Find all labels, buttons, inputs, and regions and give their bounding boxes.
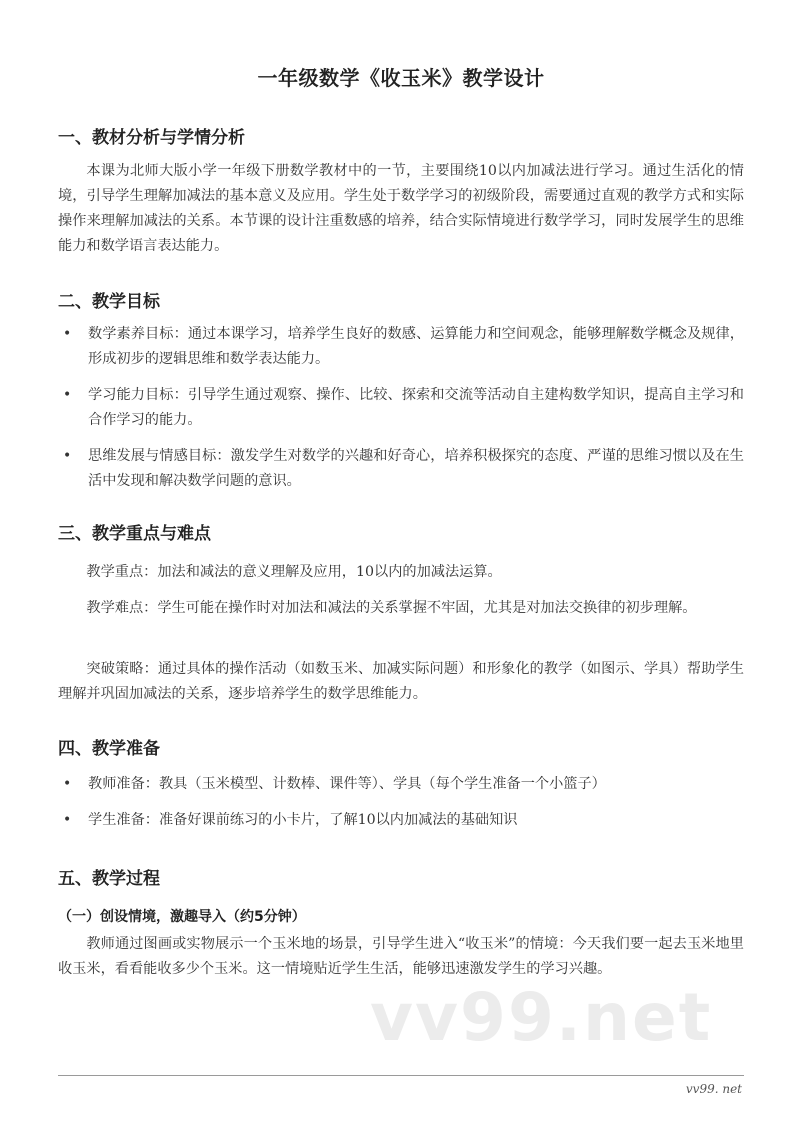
intro-paragraph: 教师通过图画或实物展示一个玉米地的场景，引导学生进入“收玉米”的情境：今天我们要一起去玉米地里收玉米，看看能收多少个玉米。这一情境贴近学生生活，能够迅速激发学生的学习兴趣。 — [58, 936, 744, 977]
list-item: • 思维发展与情感目标：激发学生对数学的兴趣和好奇心，培养积极探究的态度、严谨的思维习惯以及在生活中发现和解决数学问题的意识。 — [58, 444, 744, 494]
section-heading-5: 五、教学过程 — [58, 869, 160, 889]
footer-site-label: vv99. net — [685, 1082, 742, 1096]
section-heading-3: 三、教学重点与难点 — [58, 524, 211, 544]
list-item: • 数学素养目标：通过本课学习，培养学生良好的数感、运算能力和空间观念，能够理解数学概念及规律，形成初步的逻辑思维和数学表达能力。 — [58, 322, 744, 372]
footer-divider — [58, 1075, 744, 1076]
list-item: • 学生准备：准备好课前练习的小卡片，了解10以内加减法的基础知识 — [58, 808, 744, 833]
document-title: 一年级数学《收玉米》教学设计 — [257, 66, 545, 90]
bullet-icon: • — [63, 326, 72, 342]
subsection-heading: （一）创设情境，激趣导入（约5分钟） — [58, 909, 306, 925]
strategy-paragraph: 突破策略：通过具体的操作活动（如数玉米、加减实际问题）和形象化的教学（如图示、学具）帮助学生理解并巩固加减法的关系，逐步培养学生的数学思维能力。 — [58, 661, 744, 702]
teaching-goals-list — [58, 322, 744, 505]
section-heading-4: 四、教学准备 — [58, 739, 160, 759]
bullet-icon: • — [63, 448, 72, 464]
list-item: • 教师准备：教具（玉米模型、计数棒、课件等）、学具（每个学生准备一个小篮子） — [58, 772, 744, 797]
list-item: • 学习能力目标：引导学生通过观察、操作、比较、探索和交流等活动自主建构数学知识，提高自主学习和合作学习的能力。 — [58, 383, 744, 433]
bullet-icon: • — [63, 387, 72, 403]
watermark: vv99.net — [370, 979, 713, 1056]
difficulty-paragraph: 教学难点：学生可能在操作时对加法和减法的关系掌握不牢固，尤其是对加法交换律的初步理解。 — [86, 600, 697, 616]
section-heading-2: 二、教学目标 — [58, 292, 160, 312]
preparation-list — [58, 772, 744, 844]
bullet-icon: • — [63, 776, 72, 792]
section-1-paragraph: 本课为北师大版小学一年级下册数学教材中的一节，主要围绕10以内加减法进行学习。通过生活化的情境，引导学生理解加减法的基本意义及应用。学生处于数学学习的初级阶段，需要通过直观的教学方式和实际操作来理解加减法的关系。本节课的设计注重数感的培养，结合实际情境进行数学学习，同时发展学生的思维能力和数学语言表达能力。 — [58, 163, 744, 254]
bullet-icon: • — [63, 812, 72, 828]
key-point-paragraph: 教学重点：加法和减法的意义理解及应用，10以内的加减法运算。 — [86, 564, 502, 580]
section-heading-1: 一、教材分析与学情分析 — [58, 128, 245, 148]
